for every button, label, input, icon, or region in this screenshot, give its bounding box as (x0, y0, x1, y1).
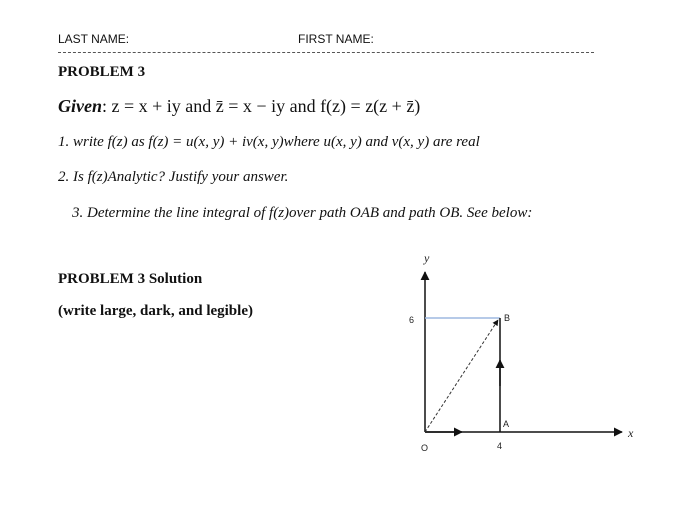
solution-title: PROBLEM 3 Solution (58, 271, 203, 287)
given-expression: : z = x + iy and z̄ = x − iy and f(z) = z(z + z̄) (102, 96, 421, 116)
x-tick-label: 4 (497, 441, 503, 451)
y-axis-label: y (424, 251, 430, 265)
path-o-b-diagonal (425, 320, 498, 432)
origin-label: O (421, 443, 429, 453)
given-statement (58, 96, 420, 117)
point-a-label: A (503, 419, 510, 429)
solution-note: (write large, dark, and legible) (58, 303, 253, 319)
x-axis-label: x (628, 426, 634, 440)
first-name-label: FIRST NAME: (298, 32, 374, 46)
problem-item-2: 2. Is f(z)Analytic? Justify your answer. (58, 169, 289, 185)
problem-item-1: 1. write f(z) as f(z) = u(x, y) + iv(x, y)where u(x, y) and v(x, y) are real (58, 134, 480, 150)
problem-item-3: 3. Determine the line integral of f(z)over path OAB and path OB. See below: (72, 205, 533, 221)
given-label: Given (58, 96, 102, 116)
last-name-label: LAST NAME: (58, 32, 130, 46)
path-diagram (390, 246, 650, 461)
problem-title: PROBLEM 3 (58, 64, 146, 80)
header-divider (58, 52, 594, 53)
y-tick-label: 6 (409, 315, 415, 325)
point-b-label: B (504, 313, 511, 323)
